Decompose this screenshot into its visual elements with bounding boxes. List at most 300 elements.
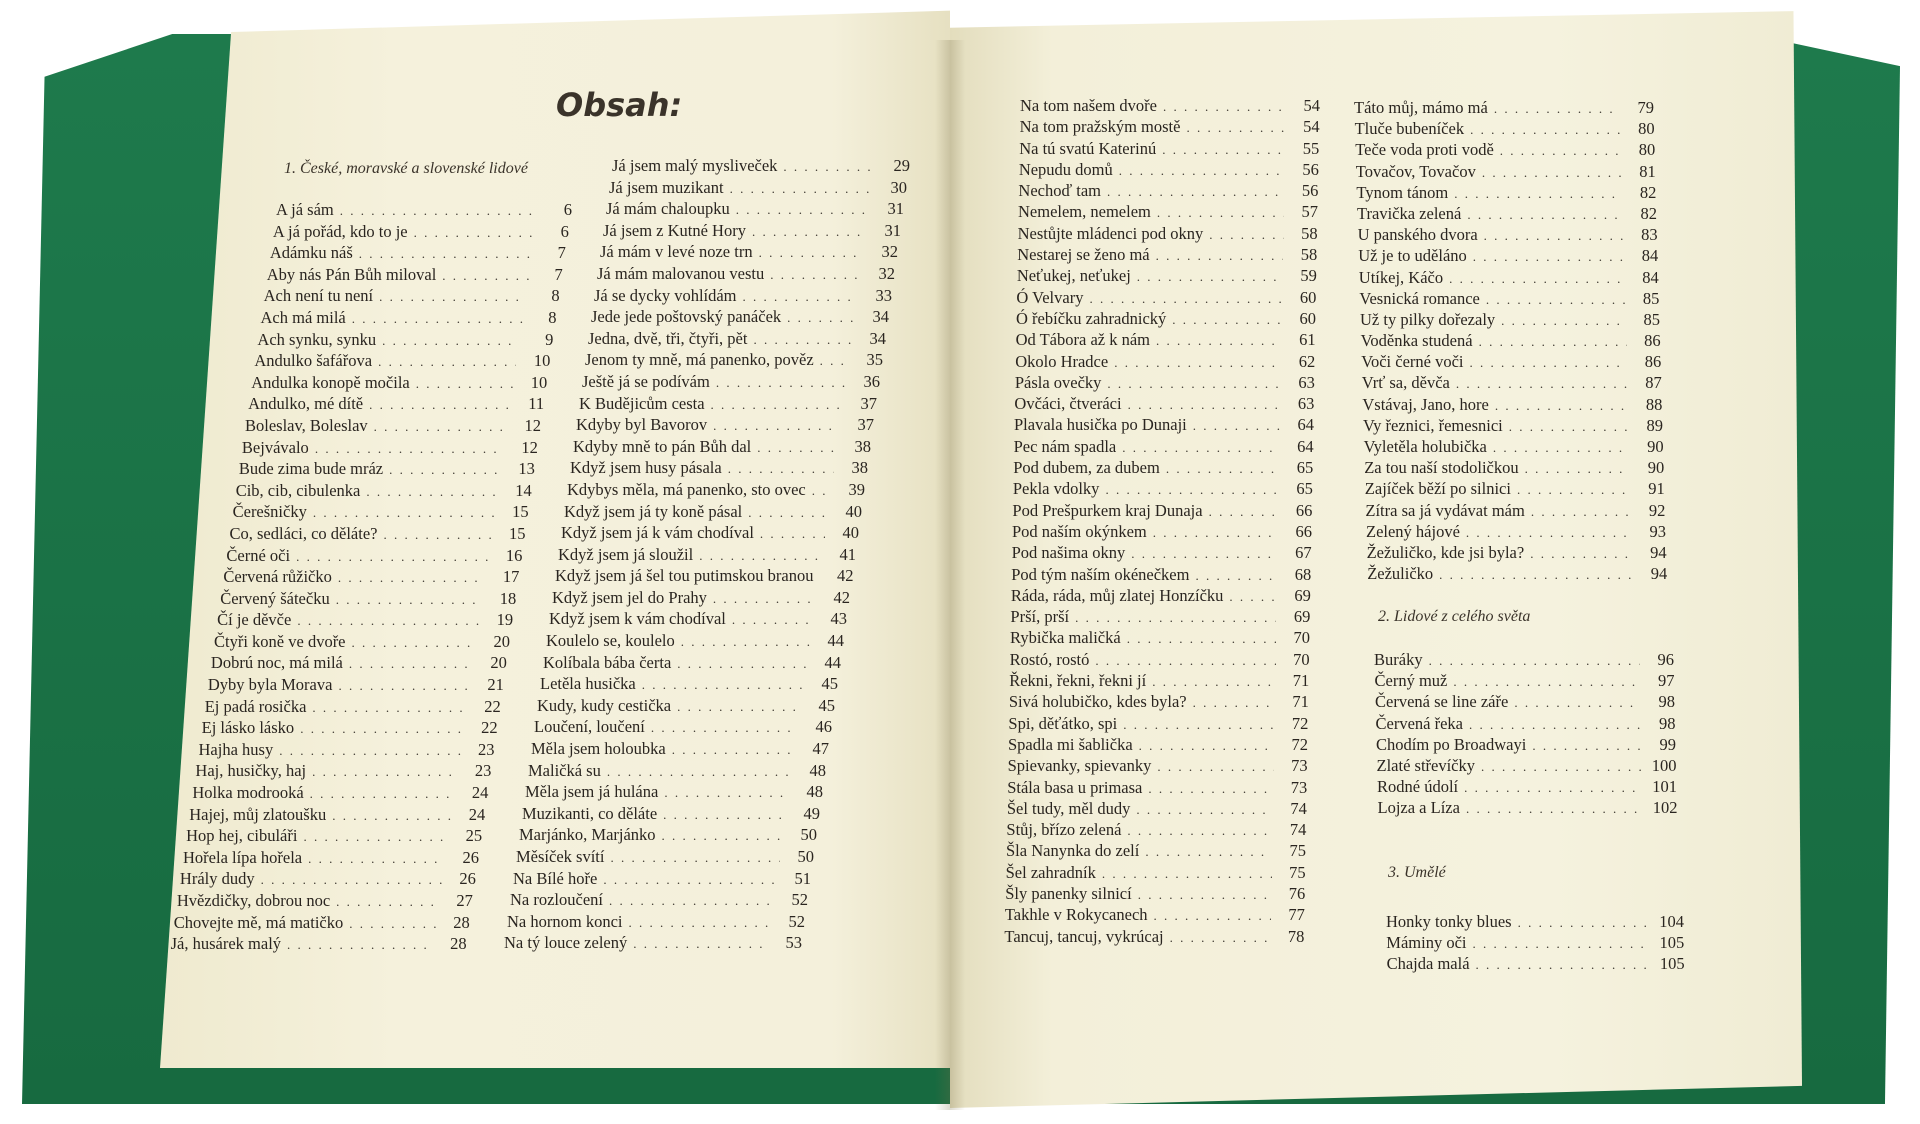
toc-entry-page: 6 xyxy=(560,221,569,241)
toc-leader-dots xyxy=(1486,292,1626,308)
toc-entry-page: 50 xyxy=(797,847,814,866)
toc-entry-page: 12 xyxy=(521,437,538,457)
toc-entry xyxy=(1006,820,1306,841)
toc-entry-title: Andulka konopě močila xyxy=(251,372,410,392)
toc-leader-dots xyxy=(1473,249,1624,265)
toc-leader-dots xyxy=(297,613,479,629)
toc-entry-page: 71 xyxy=(1292,692,1309,712)
toc-entry xyxy=(205,697,501,719)
toc-leader-dots xyxy=(349,916,435,932)
toc-leader-dots xyxy=(730,181,873,197)
toc-entry-title: Chovejte mě, má matičko xyxy=(173,912,344,932)
toc-entry-title: Červená řeka xyxy=(1375,713,1463,733)
toc-entry-page: 42 xyxy=(836,566,854,586)
toc-entry-page: 32 xyxy=(878,263,895,283)
toc-entry-title: Teče voda proti vodě xyxy=(1355,140,1494,160)
toc-entry xyxy=(582,372,880,394)
toc-entry xyxy=(1376,714,1676,735)
toc-entry-page: 70 xyxy=(1293,649,1310,669)
toc-entry-title: Sivá holubičko, kdes byla? xyxy=(1008,692,1187,712)
toc-entry-title: Pec nám spadla xyxy=(1013,436,1117,456)
toc-entry-page: 40 xyxy=(842,523,859,543)
toc-leader-dots xyxy=(366,484,497,500)
toc-leader-dots xyxy=(1229,589,1276,605)
toc-entry xyxy=(558,545,856,567)
toc-entry-page: 22 xyxy=(481,718,498,738)
toc-entry-page: 94 xyxy=(1650,564,1668,584)
toc-entry xyxy=(531,739,829,761)
toc-entry-title: Zajíček běží po silnici xyxy=(1364,479,1511,499)
toc-entry-title: Maličká su xyxy=(528,760,601,780)
toc-entry-page: 24 xyxy=(471,783,489,803)
toc-entry xyxy=(576,415,874,437)
toc-entry-title: Ó řebíčku zahradnický xyxy=(1016,308,1167,328)
toc-entry-title: Voděnka studená xyxy=(1360,331,1473,351)
toc-leader-dots xyxy=(1107,184,1284,200)
toc-entry-page: 38 xyxy=(854,436,871,456)
toc-leader-dots xyxy=(1195,568,1277,584)
toc-entry xyxy=(1365,479,1665,500)
toc-entry-title: Buráky xyxy=(1374,650,1423,669)
toc-entry xyxy=(537,696,835,718)
toc-entry-title: Rostó, rostó xyxy=(1009,649,1090,669)
toc-entry-title: Muzikanti, co děláte xyxy=(522,803,658,823)
toc-entry xyxy=(1019,139,1319,160)
toc-entry-title: Na tý louce zelený xyxy=(504,933,628,953)
toc-leader-dots xyxy=(313,505,495,521)
toc-leader-dots xyxy=(753,332,852,348)
toc-entry xyxy=(516,847,814,869)
toc-entry-page: 83 xyxy=(1641,225,1658,245)
toc-entry-title: Když jsem já ty koně pásal xyxy=(564,501,743,521)
toc-entry xyxy=(1010,607,1310,628)
toc-leader-dots xyxy=(296,549,488,565)
toc-entry-page: 67 xyxy=(1295,543,1312,563)
toc-leader-dots xyxy=(1137,269,1283,285)
toc-leader-dots xyxy=(770,267,861,283)
toc-entry xyxy=(1008,735,1308,756)
toc-entry-title: Já mám malovanou vestu xyxy=(597,263,765,283)
toc-leader-dots xyxy=(1209,504,1279,520)
toc-entry xyxy=(570,458,868,480)
toc-entry-page: 15 xyxy=(512,502,529,522)
toc-entry xyxy=(507,912,805,934)
toc-entry-title: Ráda, ráda, můj zlatej Honzíčku xyxy=(1010,585,1224,605)
toc-entry-page: 63 xyxy=(1297,394,1315,414)
toc-entry xyxy=(276,200,572,222)
toc-entry xyxy=(174,913,470,935)
toc-entry-title: Pod našima okny xyxy=(1011,543,1126,563)
toc-leader-dots xyxy=(352,635,476,651)
toc-entry-page: 52 xyxy=(788,911,805,931)
toc-entry-page: 101 xyxy=(1652,777,1677,797)
toc-entry xyxy=(1017,245,1317,266)
toc-entry-title: Nestůjte mládenci pod okny xyxy=(1017,223,1204,243)
toc-entry xyxy=(1020,96,1320,117)
toc-entry-page: 100 xyxy=(1651,755,1677,775)
toc-entry xyxy=(264,286,560,308)
toc-entry-title: Já mám chaloupku xyxy=(606,199,730,219)
toc-entry xyxy=(1356,183,1656,204)
toc-entry xyxy=(513,869,811,891)
toc-entry-page: 64 xyxy=(1297,415,1314,435)
toc-entry-title: Boleslav, Boleslav xyxy=(245,415,368,435)
toc-leader-dots xyxy=(651,720,798,736)
toc-entry xyxy=(1016,288,1316,309)
toc-entry-page: 60 xyxy=(1299,287,1317,307)
toc-entry xyxy=(1374,650,1674,671)
toc-column-4-part-2 xyxy=(1374,650,1678,820)
toc-entry-title: Andulko, mé dítě xyxy=(248,394,364,414)
toc-entry-title: Červená se line záře xyxy=(1375,692,1509,712)
toc-entry-title: Dobrú noc, má milá xyxy=(210,653,343,673)
toc-entry-title: Tynom tánom xyxy=(1356,182,1449,202)
toc-entry-page: 66 xyxy=(1295,521,1312,541)
toc-entry xyxy=(606,199,904,221)
toc-entry-title: Ej padá rosička xyxy=(204,696,307,716)
toc-entry-page: 61 xyxy=(1299,330,1316,350)
toc-leader-dots xyxy=(1453,674,1640,690)
toc-entry-page: 29 xyxy=(893,156,910,175)
toc-entry xyxy=(217,610,513,632)
toc-entry-title: Řekni, řekni, řekni jí xyxy=(1009,671,1147,691)
toc-entry-title: Rodné údolí xyxy=(1377,777,1459,797)
toc-entry-title: Nepudu domů xyxy=(1018,159,1113,179)
toc-leader-dots xyxy=(752,224,867,240)
toc-entry xyxy=(1361,352,1661,373)
toc-entry-page: 41 xyxy=(839,544,856,564)
toc-leader-dots xyxy=(383,527,491,543)
toc-leader-dots xyxy=(1128,397,1281,413)
toc-leader-dots xyxy=(1127,823,1272,839)
toc-entry-title: Měla jsem já hulána xyxy=(525,782,659,802)
toc-entry-title: Já mám v levé noze trn xyxy=(600,242,753,262)
toc-entry xyxy=(1010,650,1310,671)
toc-entry xyxy=(270,243,566,265)
toc-entry-page: 69 xyxy=(1293,607,1311,627)
toc-entry-page: 15 xyxy=(509,523,526,543)
toc-entry-title: Andulko šafářova xyxy=(254,351,373,371)
toc-entry-title: Prší, prší xyxy=(1010,607,1070,627)
toc-entry-page: 32 xyxy=(881,242,898,262)
toc-title: Obsah: xyxy=(556,86,683,124)
toc-leader-dots xyxy=(628,915,771,931)
toc-entry xyxy=(525,782,823,804)
toc-leader-dots xyxy=(1162,142,1285,158)
toc-entry xyxy=(202,718,498,740)
toc-leader-dots xyxy=(310,786,455,802)
toc-entry-page: 98 xyxy=(1658,692,1675,712)
toc-entry-title: Pod dubem, za dubem xyxy=(1013,458,1160,478)
toc-entry-title: Táto můj, mámo má xyxy=(1354,98,1488,117)
toc-leader-dots xyxy=(1449,271,1625,287)
toc-leader-dots xyxy=(787,310,855,326)
toc-entry xyxy=(1355,119,1655,140)
toc-entry xyxy=(588,329,886,351)
toc-entry-title: Aby nás Pán Bůh miloval xyxy=(266,264,437,284)
toc-entry-page: 14 xyxy=(515,480,532,500)
toc-leader-dots xyxy=(677,699,801,715)
toc-entry-title: Ach synku, synku xyxy=(257,329,377,349)
toc-entry-title: Utíkej, Káčo xyxy=(1358,267,1444,287)
toc-entry xyxy=(1004,927,1304,948)
toc-entry-title: Já jsem z Kutné Hory xyxy=(603,220,746,240)
toc-leader-dots xyxy=(1172,312,1282,328)
toc-entry xyxy=(230,524,526,546)
toc-entry-title: Šla Nanynka do zelí xyxy=(1006,841,1140,861)
toc-leader-dots xyxy=(312,764,457,780)
toc-leader-dots xyxy=(300,721,463,737)
toc-entry-title: Lojza a Líza xyxy=(1377,798,1460,818)
toc-leader-dots xyxy=(1166,461,1279,477)
toc-entry-title: Když jsem já sloužil xyxy=(558,544,694,564)
toc-entry xyxy=(1013,479,1313,500)
toc-entry-title: Černý muž xyxy=(1374,671,1448,691)
toc-entry xyxy=(1008,714,1308,735)
toc-entry-page: 10 xyxy=(533,351,551,371)
toc-entry-page: 7 xyxy=(554,264,563,284)
toc-entry xyxy=(171,934,467,956)
toc-entry-title: Pásla ovečky xyxy=(1014,372,1102,392)
toc-entry xyxy=(603,221,901,243)
toc-entry xyxy=(251,373,547,395)
toc-entry xyxy=(1016,309,1316,330)
toc-entry-page: 80 xyxy=(1638,140,1656,160)
toc-entry xyxy=(1012,543,1312,564)
toc-entry xyxy=(1015,352,1315,373)
toc-entry-page: 84 xyxy=(1641,246,1659,266)
toc-entry-page: 75 xyxy=(1289,862,1306,882)
toc-entry xyxy=(612,156,910,178)
toc-entry xyxy=(510,890,808,912)
toc-entry-title: Čtyři koně ve dvoře xyxy=(214,631,346,651)
toc-entry xyxy=(186,826,482,848)
toc-leader-dots xyxy=(1429,653,1640,669)
toc-entry-title: Chajda malá xyxy=(1386,954,1470,974)
toc-entry xyxy=(1363,416,1663,437)
toc-leader-dots xyxy=(1467,207,1623,223)
toc-entry-title: Kudy, kudy cestička xyxy=(537,695,672,715)
toc-entry-title: Hajha husy xyxy=(198,739,274,759)
toc-leader-dots xyxy=(662,828,783,844)
toc-entry-title: Šel tudy, měl dudy xyxy=(1006,798,1131,818)
toc-entry-title: Adámku náš xyxy=(269,243,353,263)
toc-entry-page: 63 xyxy=(1298,372,1315,392)
toc-entry xyxy=(519,825,817,847)
toc-leader-dots xyxy=(812,483,831,499)
toc-entry-title: Ovčáci, čtveráci xyxy=(1014,394,1122,414)
toc-entry-page: 11 xyxy=(528,394,545,414)
toc-entry-page: 88 xyxy=(1645,394,1663,414)
toc-entry-page: 46 xyxy=(815,717,832,737)
toc-leader-dots xyxy=(1156,248,1284,264)
toc-entry-title: Pod naším okýnkem xyxy=(1012,521,1147,541)
toc-entry-title: Holka modrooká xyxy=(192,783,304,803)
toc-entry xyxy=(1376,735,1676,756)
toc-entry-page: 25 xyxy=(465,826,483,846)
toc-entry xyxy=(1006,863,1306,884)
toc-column-4-part-3 xyxy=(1386,912,1684,976)
toc-entry-page: 24 xyxy=(468,804,486,824)
toc-entry xyxy=(1359,268,1659,289)
toc-entry-title: Zelený hájové xyxy=(1366,521,1460,541)
toc-entry-page: 31 xyxy=(884,220,901,240)
toc-entry-page: 72 xyxy=(1291,734,1308,754)
toc-entry-title: Ještě já se podívám xyxy=(582,371,710,391)
toc-entry-page: 73 xyxy=(1291,756,1308,776)
toc-entry-page: 13 xyxy=(518,459,535,479)
toc-entry-page: 65 xyxy=(1296,458,1314,478)
toc-entry-title: Od Tábora až k nám xyxy=(1015,330,1151,350)
toc-entry xyxy=(597,264,895,286)
toc-entry-title: Loučení, loučení xyxy=(534,717,645,737)
toc-leader-dots xyxy=(1469,717,1642,733)
toc-leader-dots xyxy=(1532,738,1642,754)
toc-entry-page: 71 xyxy=(1292,671,1310,691)
toc-entry-title: Když jsem já k vám chodíval xyxy=(561,523,754,543)
toc-entry-title: Spi, děťátko, spi xyxy=(1008,713,1118,733)
toc-entry xyxy=(214,632,510,654)
toc-leader-dots xyxy=(677,656,807,672)
toc-leader-dots xyxy=(1157,205,1284,221)
toc-entry xyxy=(591,307,889,329)
toc-entry xyxy=(1365,501,1665,522)
toc-entry-title: Tancuj, tancuj, vykrúcaj xyxy=(1004,926,1164,946)
toc-entry-page: 16 xyxy=(505,545,523,565)
toc-entry-title: Kdybys měla, má panenko, sto ovec xyxy=(567,479,806,499)
toc-entry-title: Za tou naší stodoličkou xyxy=(1364,458,1519,478)
toc-entry-title: Zlaté střevíčky xyxy=(1376,755,1476,775)
toc-leader-dots xyxy=(389,462,501,478)
toc-entry-page: 82 xyxy=(1640,203,1657,223)
toc-entry-title: Hrály dudy xyxy=(179,869,255,889)
toc-entry-title: Kdyby byl Bavorov xyxy=(576,415,708,435)
toc-entry xyxy=(1362,373,1662,394)
toc-leader-dots xyxy=(663,807,786,823)
toc-entry-title: Já, husárek malý xyxy=(170,934,282,954)
toc-leader-dots xyxy=(338,678,469,694)
toc-entry-page: 55 xyxy=(1302,138,1320,158)
toc-leader-dots xyxy=(1170,930,1271,946)
toc-leader-dots xyxy=(1509,419,1629,435)
toc-entry-page: 104 xyxy=(1659,912,1684,931)
toc-entry xyxy=(1006,841,1306,862)
toc-entry-page: 76 xyxy=(1288,883,1306,903)
section-heading-3: 3. Umělé xyxy=(1388,864,1446,881)
toc-entry-page: 90 xyxy=(1647,437,1664,456)
toc-leader-dots xyxy=(338,570,485,586)
toc-entry-page: 23 xyxy=(478,739,495,759)
toc-entry xyxy=(1361,331,1661,352)
toc-entry-page: 34 xyxy=(869,328,886,348)
toc-entry-title: Pod Prešpurkem kraj Dunaja xyxy=(1012,500,1203,520)
toc-leader-dots xyxy=(312,700,466,716)
toc-entry xyxy=(208,675,504,697)
toc-entry-title: Ach není tu není xyxy=(263,286,374,306)
toc-entry-title: Nestarej se ženo má xyxy=(1017,245,1150,265)
toc-leader-dots xyxy=(279,743,460,759)
toc-entry xyxy=(1377,777,1677,798)
toc-entry-page: 105 xyxy=(1659,933,1685,953)
toc-entry-title: Vesnická romance xyxy=(1359,288,1480,308)
toc-leader-dots xyxy=(1470,122,1621,138)
toc-entry-title: Když jsem jel do Prahy xyxy=(552,587,707,607)
toc-entry-title: Nemelem, nemelem xyxy=(1018,202,1151,222)
toc-entry xyxy=(236,481,532,503)
toc-entry-page: 37 xyxy=(860,393,877,413)
toc-entry-page: 56 xyxy=(1301,181,1319,201)
toc-entry-title: Neťukej, neťukej xyxy=(1016,266,1131,286)
toc-entry xyxy=(1014,394,1314,415)
toc-leader-dots xyxy=(1514,695,1641,711)
toc-entry-title: Už ty pilky dořezaly xyxy=(1360,309,1496,329)
toc-entry-page: 52 xyxy=(791,890,808,910)
toc-leader-dots xyxy=(607,764,792,780)
toc-entry-title: Letěla husička xyxy=(540,674,636,694)
toc-entry xyxy=(573,437,871,459)
toc-leader-dots xyxy=(336,592,483,608)
toc-entry-title: A já pořád, kdo to je xyxy=(272,221,408,241)
toc-entry xyxy=(1008,756,1308,777)
toc-entry-page: 77 xyxy=(1288,905,1305,925)
toc-entry-title: Vy řeznici, řemesnici xyxy=(1363,415,1503,435)
toc-entry xyxy=(1367,564,1667,585)
toc-entry-title: Čí je děvče xyxy=(217,610,292,630)
toc-entry-title: Ach má milá xyxy=(260,307,346,327)
toc-entry xyxy=(1366,522,1666,543)
toc-entry-title: Voči černé voči xyxy=(1361,352,1464,372)
toc-entry-title: Spievanky, spievanky xyxy=(1007,756,1152,776)
toc-leader-dots xyxy=(1470,355,1628,371)
toc-entry-title: Měsíček svítí xyxy=(516,847,605,866)
toc-leader-dots xyxy=(711,397,843,413)
toc-leader-dots xyxy=(1095,653,1275,669)
toc-leader-dots xyxy=(1119,163,1285,179)
toc-leader-dots xyxy=(1517,482,1631,498)
toc-leader-dots xyxy=(699,548,822,564)
toc-entry-title: Šel zahradník xyxy=(1005,862,1096,882)
toc-entry-title: Takhle v Rokycanech xyxy=(1004,905,1148,925)
toc-entry-title: Co, sedláci, co děláte? xyxy=(229,523,378,543)
toc-leader-dots xyxy=(1500,143,1621,159)
toc-entry-title: Vrť sa, děvča xyxy=(1361,373,1450,393)
toc-entry xyxy=(1010,628,1310,649)
toc-entry-page: 7 xyxy=(557,243,566,263)
toc-entry xyxy=(528,761,826,783)
toc-leader-dots xyxy=(748,505,828,521)
toc-entry xyxy=(564,502,862,524)
toc-entry-page: 21 xyxy=(487,675,504,695)
toc-entry-title: Pekla vdolky xyxy=(1012,479,1100,499)
toc-entry-title: Spadla mi šablička xyxy=(1008,734,1133,754)
toc-entry-page: 48 xyxy=(809,760,826,780)
toc-entry-title: Rybička maličká xyxy=(1010,628,1121,648)
toc-entry xyxy=(1012,501,1312,522)
toc-leader-dots xyxy=(642,677,804,693)
toc-entry-page: 48 xyxy=(806,782,823,802)
toc-entry-page: 60 xyxy=(1299,308,1316,328)
toc-entry-page: 8 xyxy=(551,286,560,306)
toc-entry-page: 74 xyxy=(1289,820,1307,840)
toc-entry-title: Žežuličko xyxy=(1367,564,1434,584)
toc-entry xyxy=(522,804,820,826)
toc-entry-title: Tovačov, Tovačov xyxy=(1355,161,1476,181)
book-spine-gutter xyxy=(935,40,965,1110)
toc-entry-page: 86 xyxy=(1644,331,1661,351)
toc-entry-title: Stála basa u primasa xyxy=(1007,777,1143,797)
toc-entry xyxy=(1375,692,1675,713)
toc-leader-dots xyxy=(1127,631,1276,647)
